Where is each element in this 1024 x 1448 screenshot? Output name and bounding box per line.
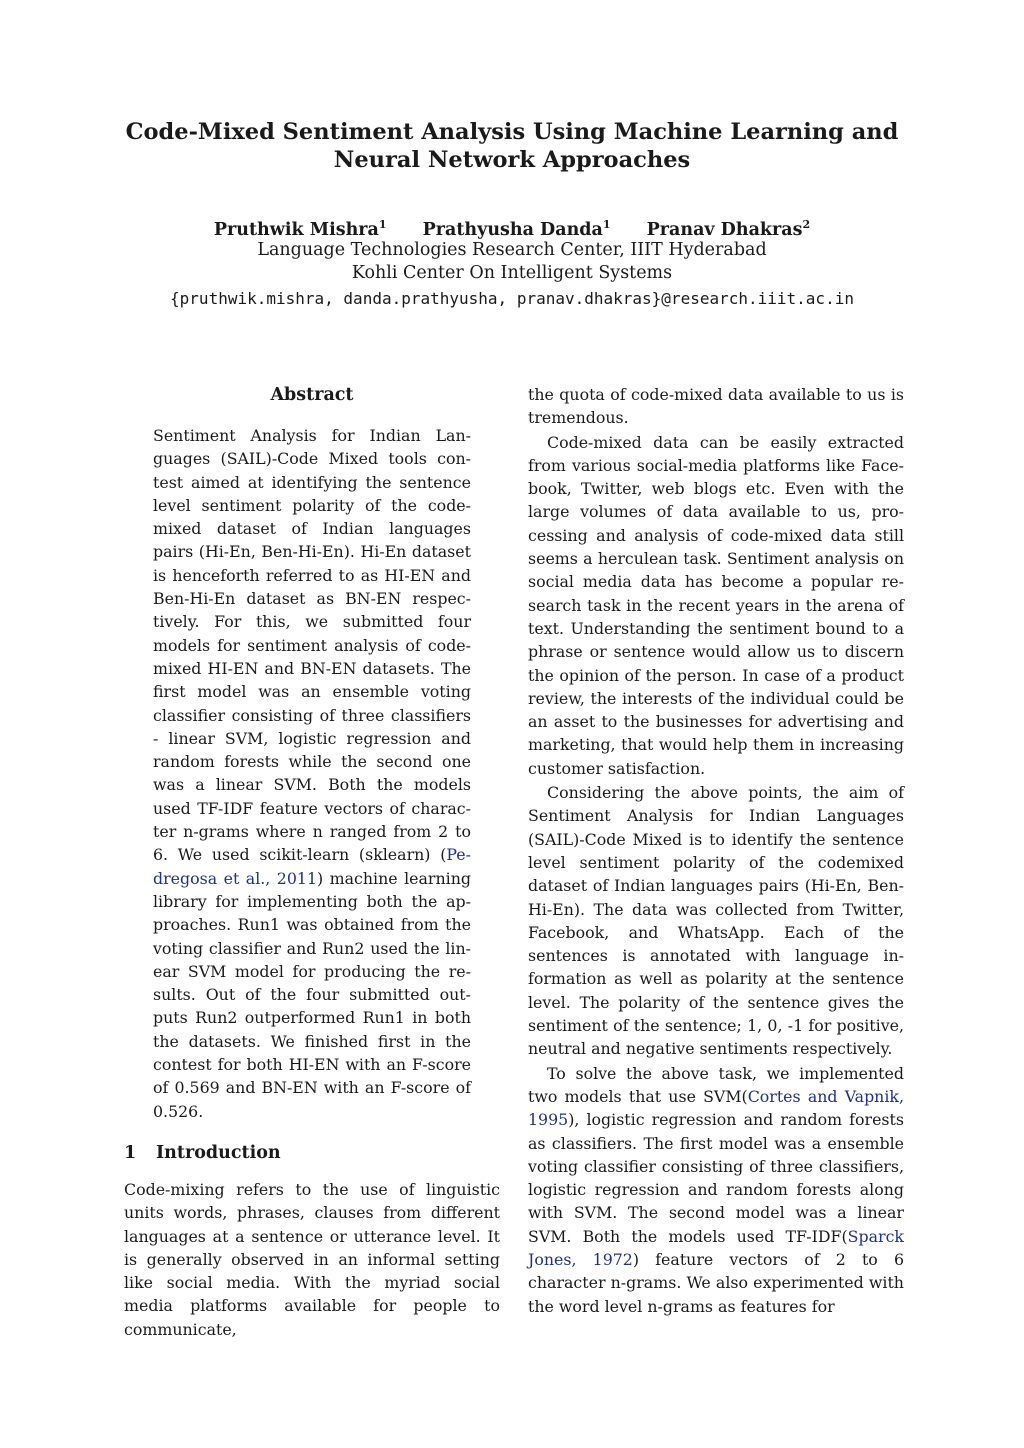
paragraph: Code-mixing refers to the use of linguistic units words, phrases, clauses from different languages at a sentence or utterance level. It is generally observed in an informal setting like social media. With the myriad social media platforms available for people to communicate, bbox=[124, 1180, 500, 1339]
abstract-text-a: Sentiment Analysis for Indian Languages (SAIL)-Code Mixed tools contest aimed at identifying the sentence level sentiment polarity of the codemixed dataset of Indian languages pairs (Hi-En, Ben-Hi-En). Hi-En dataset is henceforth referred to as HI-EN and Ben-Hi-En dataset as BN-EN respectively. For this, we submitted four models for sentiment analysis of codemixed HI-EN and BN-EN datasets. The first model was an ensemble voting classifier consisting of three classifiers - linear SVM, logistic regression and random forests while the second one was a linear SVM. Both the models used TF-IDF feature vectors of character n-grams where n ranged from 2 to 6. We used scikit-learn (sklearn) ( bbox=[153, 426, 471, 865]
abstract-text-b: ) machine learning library for implementing both the approaches. Run1 was obtained from the voting classifier and Run2 used the linear SVM model for producing the results. Out of the four submitted outputs Run2 outperformed Run1 in both the datasets. We finished first in the contest for both HI-EN with an F-score of 0.569 and BN-EN with an F-score of 0.526. bbox=[153, 868, 471, 1121]
author-affil-mark: 1 bbox=[602, 218, 611, 231]
citation-link[interactable]: Sparck Jones, 1972 bbox=[528, 1226, 904, 1269]
section-heading-introduction bbox=[124, 1140, 500, 1166]
author-name: Pruthwik Mishra bbox=[213, 220, 379, 240]
affiliation-1: Language Technologies Research Center, IIIT Hyderabad bbox=[257, 240, 767, 260]
paper-title: Code-Mixed Sentiment Analysis Using Machine Learning and Neural Network Approaches bbox=[125, 119, 899, 173]
author-1 bbox=[214, 220, 387, 240]
intro-paragraph-4 bbox=[528, 1062, 904, 1318]
text: ), logistic regression and random forests as classifiers. The first model was a ensemble voting classifier consisting of three classifiers, logistic regression and random forests along with SVM. The second model was a linear SVM. Both the models used TF-IDF( bbox=[528, 1110, 904, 1246]
intro-paragraph-2: Code-mixed data can be easily extracted from various social-media platforms like Facebook, Twitter, web blogs etc. Even with the large volumes of data available to us, processing and analysis of code-mixed data still seems a herculean task. Sentiment analysis on social media data has become a popular research task in the recent years in the arena of text. Understanding the sentiment bound to a phrase or sentence would allow us to discern the opinion of the person. In case of a product review, the interests of the individual could be an asset to the businesses for advertising and marketing, that would help them in increasing customer satisfaction. bbox=[528, 432, 904, 778]
author-3 bbox=[647, 220, 810, 240]
text: ) feature vectors of 2 to 6 character n-grams. We also experimented with the word level n-grams as features for bbox=[528, 1249, 905, 1316]
author-affil-mark: 1 bbox=[378, 218, 387, 231]
section-title: Introduction bbox=[156, 1143, 281, 1163]
intro-paragraph-1-cont: the quota of code-mixed data available to us is tremendous. bbox=[528, 385, 904, 428]
author-name: Prathyusha Danda bbox=[422, 220, 603, 240]
author-2 bbox=[423, 220, 611, 240]
text: To solve the above task, we implemented two models that use SVM( bbox=[528, 1063, 904, 1106]
abstract-body bbox=[153, 424, 471, 1123]
author-name: Pranav Dhakras bbox=[646, 220, 803, 240]
author-affil-mark: 2 bbox=[802, 218, 811, 231]
author-list bbox=[100, 213, 924, 242]
abstract-paragraph bbox=[153, 424, 471, 1123]
abstract-heading: Abstract bbox=[270, 385, 354, 405]
right-column bbox=[528, 383, 904, 1318]
intro-paragraph-3: Considering the above points, the aim of Sentiment Analysis for Indian Languages (SAIL)-Code Mixed is to identify the sentence level sentiment polarity of the codemixed dataset of Indian languages pairs (Hi-En, Ben-Hi-En). The data was collected from Twitter, Facebook, and WhatsApp. Each of the sentences is annotated with language information as well as polarity at the sentence level. The polarity of the sentence gives the sentiment of the sentence; 1, 0, -1 for positive, neutral and negative sentiments respectively. bbox=[528, 783, 904, 1059]
citation-link[interactable]: Pedregosa et al., 2011 bbox=[153, 845, 471, 888]
citation-link[interactable]: Cortes and Vapnik, 1995 bbox=[528, 1086, 905, 1130]
author-emails: {pruthwik.mishra, danda.prathyusha, pranav.dhakras}@research.iiit.ac.in bbox=[170, 289, 854, 308]
intro-paragraph-1-left bbox=[124, 1178, 500, 1341]
affiliation-2: Kohli Center On Intelligent Systems bbox=[351, 263, 673, 283]
section-number: 1 bbox=[124, 1143, 137, 1163]
